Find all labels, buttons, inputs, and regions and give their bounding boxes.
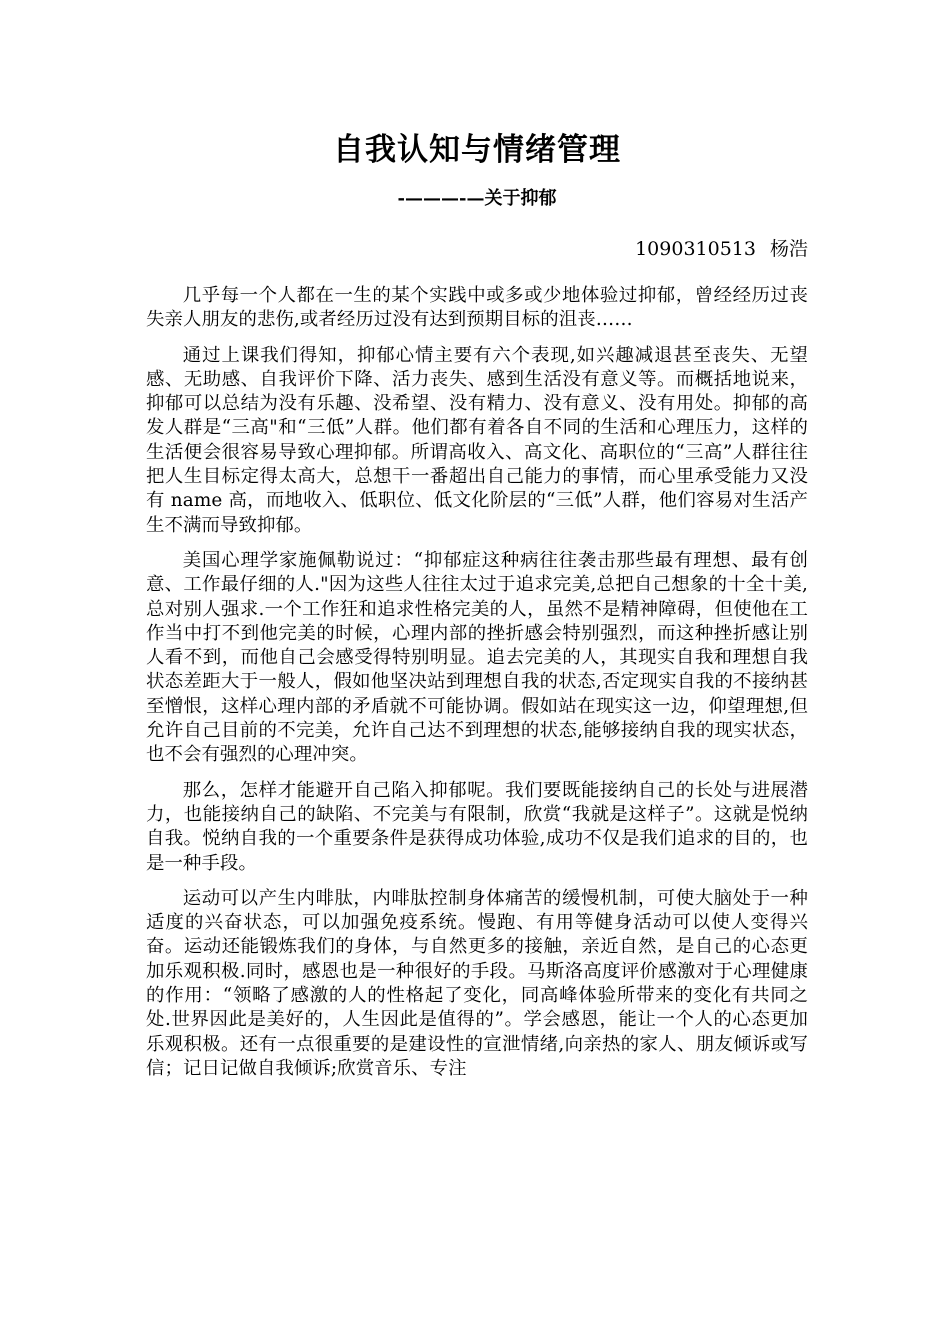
document-title: 自我认知与情绪管理 [333,132,621,168]
paragraph-symptoms: 通过上课我们得知，抑郁心情主要有六个表现,如兴趣减退甚至丧失、无望感、无助感、自我评价下降、活力丧失、感到生活没有意义等。而概括地说来，抑郁可以总结为没有乐趣、没希望、没有精力、没有意义、没有用处。抑郁的高发人群是“三高"和“三低”人群。他们都有着各自不同的生活和心理压力，这样的生活便会很容易导致心理抑郁。所谓高收入、高文化、高职位的“三高”人群往往把人生目标定得太高大，总想干一番超出自己能力的事情，而心里承受能力又没有 name 高，而地收入、低职位、低文化阶层的“三低”人群，他们容易对生活产生不满而导致抑郁。 [146,344,808,536]
paragraph-intro: 几乎每一个人都在一生的某个实践中或多或少地体验过抑郁，曾经经历过丧失亲人朋友的悲伤,或者经历过没有达到预期目标的沮丧…… [146,285,808,331]
paragraph-self-acceptance: 那么，怎样才能避开自己陷入抑郁呢。我们要既能接纳自己的长处与进展潜力，也能接纳自己的缺陷、不完美与有限制，欣赏“我就是这样子”。这就是悦纳自我。悦纳自我的一个重要条件是获得成功体验,成功不仅是我们追求的目的，也是一种手段。 [146,779,808,874]
document-subtitle: -———-—关于抑郁 [397,188,557,209]
author-student-id: 1090310513 [635,238,756,260]
author-name: 杨浩 [769,238,808,260]
paragraph-perfectionism: 美国心理学家施佩勒说过：“抑郁症这种病往往袭击那些最有理想、最有创意、工作最仔细的人."因为这些人往往太过于追求完美,总把自己想象的十全十美,总对别人强求.一个工作狂和追求性格完美的人，虽然不是精神障碍，但使他在工作当中打不到他完美的时候，心理内部的挫折感会特别强烈，而这种挫折感让别人看不到，而他自己会感受得特别明显。追去完美的人，其现实自我和理想自我状态差距大于一般人，假如他坚决站到理想自我的状态,否定现实自我的不接纳甚至憎恨，这样心理内部的矛盾就不可能协调。假如站在现实这一边，仰望理想,但允许自己目前的不完美，允许自己达不到理想的状态,能够接纳自我的现实状态，也不会有强烈的心理冲突。 [146,549,808,766]
author-line [146,234,808,264]
body-text [146,284,808,1092]
paragraph-exercise-gratitude: 运动可以产生内啡肽，内啡肽控制身体痛苦的缓慢机制，可使大脑处于一种适度的兴奋状态，可以加强免疫系统。慢跑、有用等健身活动可以使人变得兴奋。运动还能锻炼我们的身体，与自然更多的接触，亲近自然，是自己的心态更加乐观积极.同时，感恩也是一种很好的手段。马斯洛高度评价感激对于心理健康的作用：“领略了感激的人的性格起了变化，同高峰体验所带来的变化有共同之处.世界因此是美好的，人生因此是值得的”。学会感恩，能让一个人的心态更加乐观积极。还有一点很重要的是建设性的宣泄情绪,向亲热的家人、朋友倾诉或写信；记日记做自我倾诉;欣赏音乐、专注 [146,887,808,1079]
